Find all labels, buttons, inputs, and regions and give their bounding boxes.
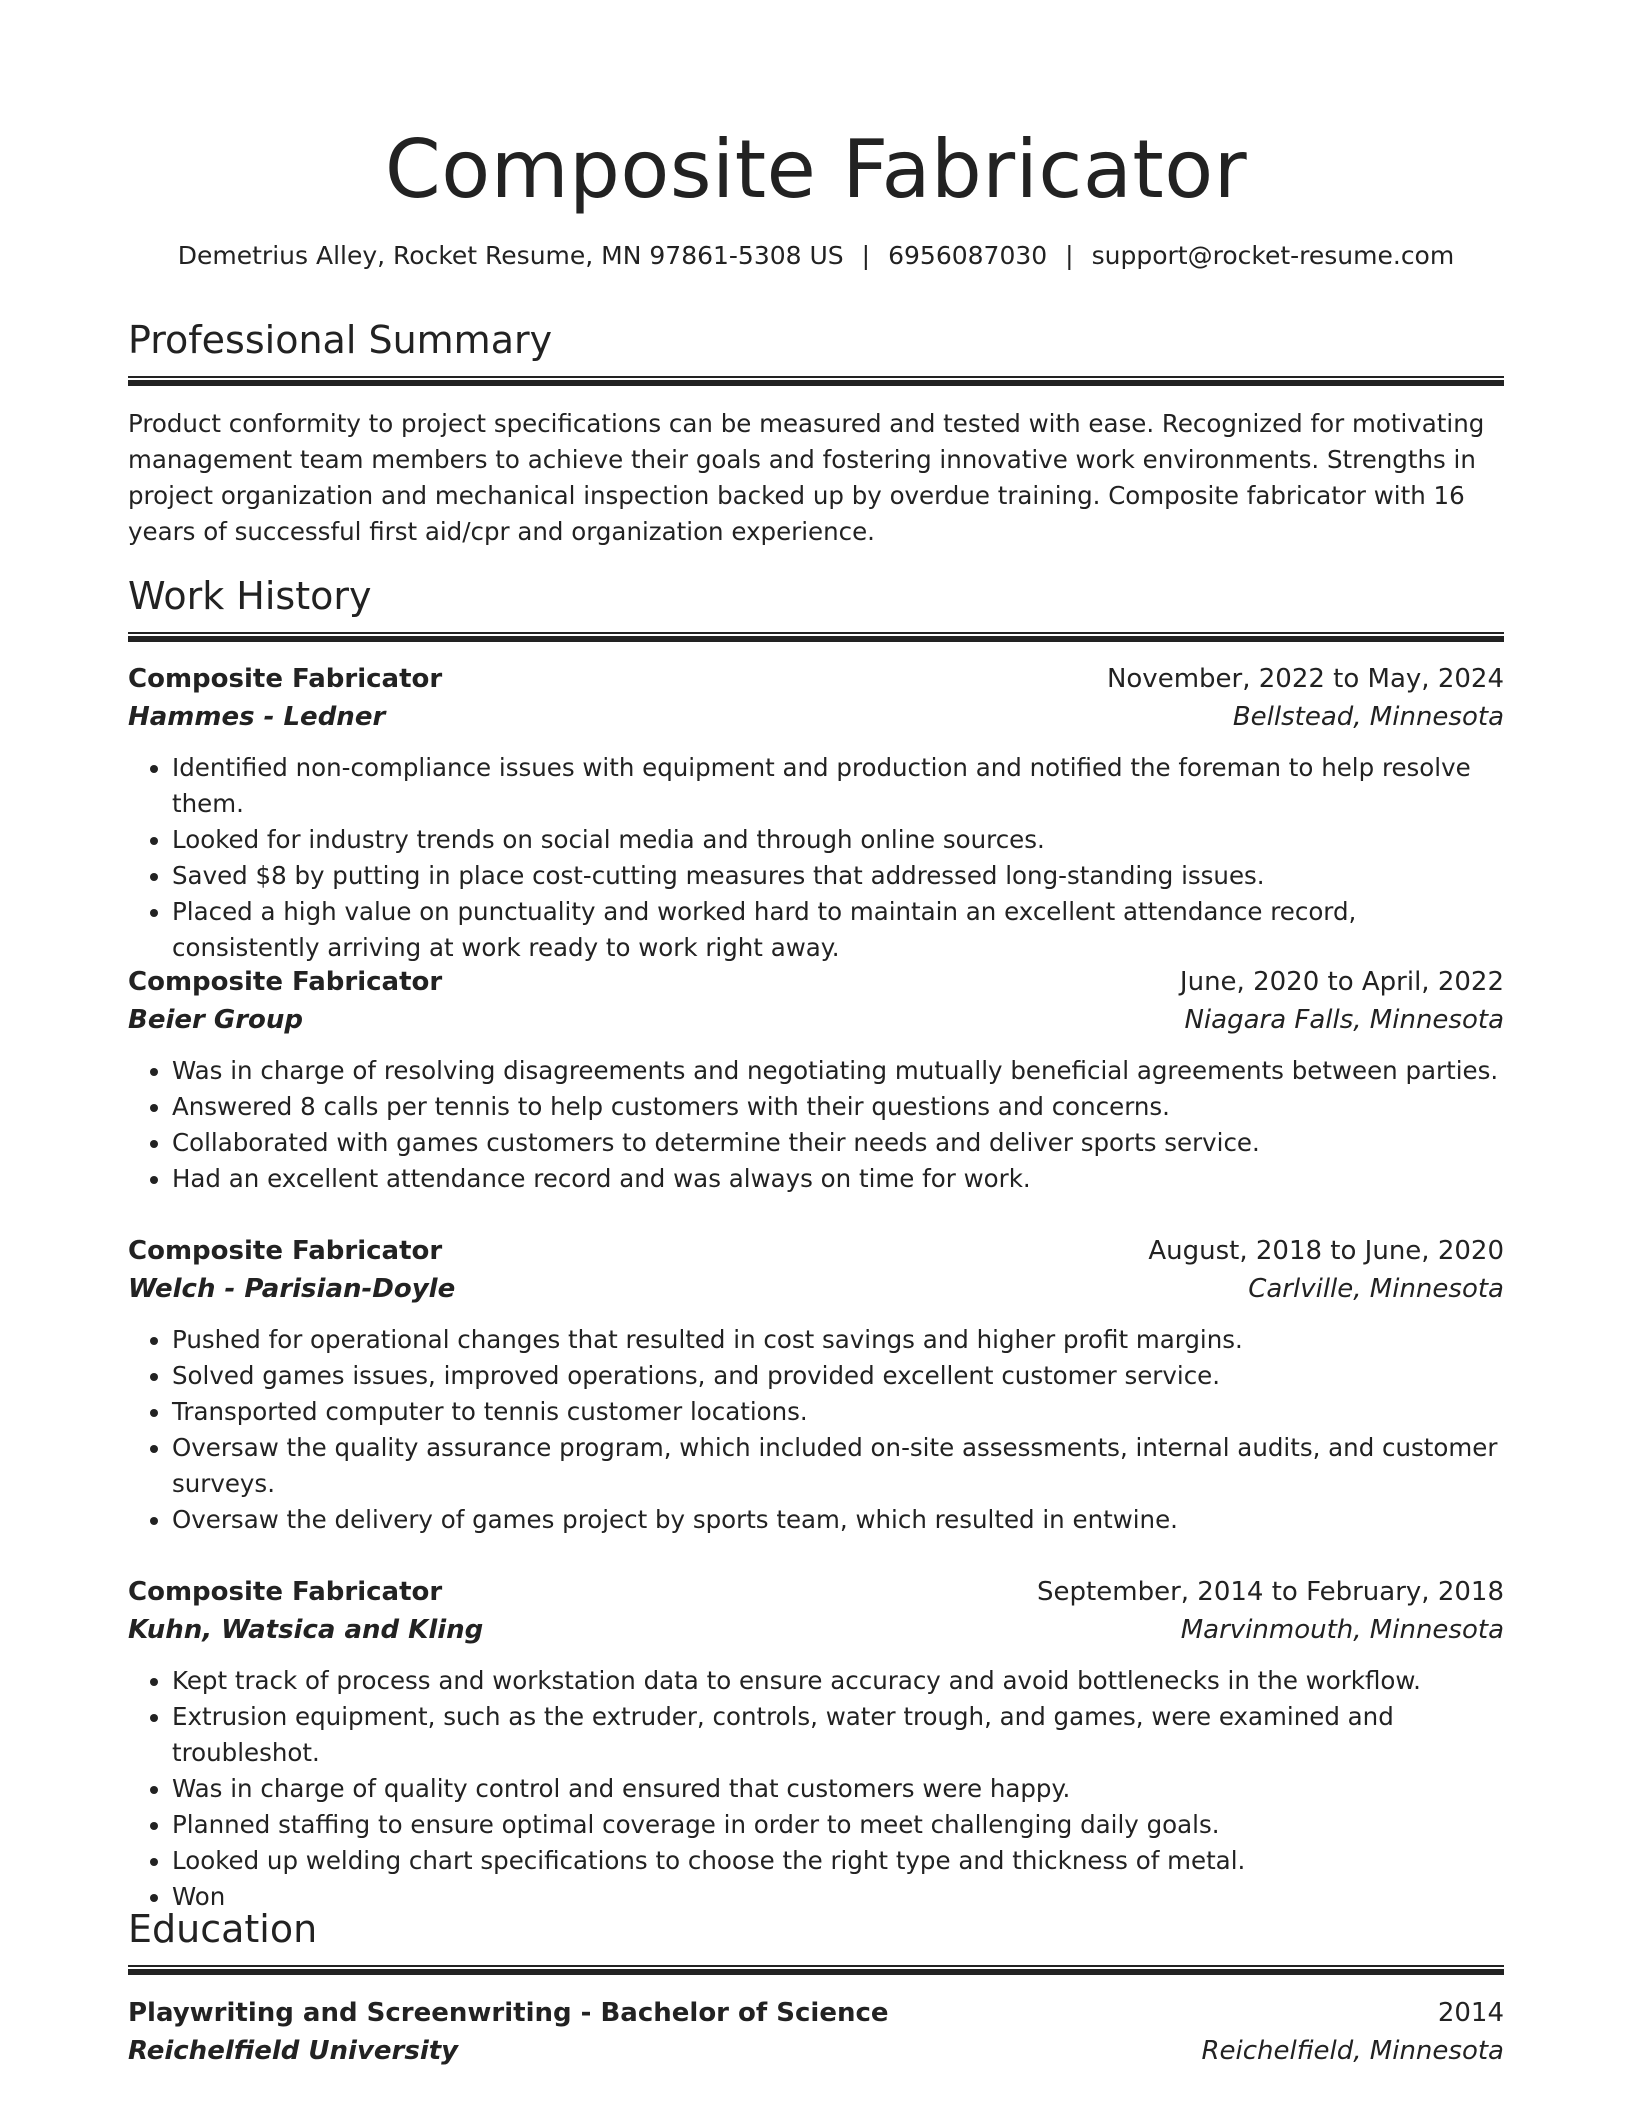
contact-email: support@rocket-resume.com (1091, 241, 1455, 270)
contact-phone: 6956087030 (888, 241, 1048, 270)
summary-section (128, 316, 1504, 550)
education-degree: Playwriting and Screenwriting - Bachelor of Science (128, 1998, 889, 2028)
list-item: • Had an excellent attendance record and was always on time for work. (172, 1161, 1504, 1197)
education-school: Reichelfield University (128, 2036, 459, 2066)
job-title: Composite Fabricator (128, 664, 443, 694)
list-item: • Extrusion equipment, such as the extruder, controls, water trough, and games, were examined and troubleshot. (172, 1699, 1504, 1771)
job-dates: August, 2018 to June, 2020 (1148, 1236, 1504, 1266)
job-company: Welch - Parisian-Doyle (128, 1274, 456, 1304)
list-item: • Saved $8 by putting in place cost-cutting measures that addressed long-standing issues. (172, 858, 1504, 894)
list-item: • Planned staffing to ensure optimal coverage in order to meet challenging daily goals. (172, 1807, 1504, 1843)
job-subheader (128, 698, 1504, 736)
job-dates: June, 2020 to April, 2022 (1179, 967, 1504, 997)
education-subheader (128, 2032, 1504, 2070)
contact-address: Demetrius Alley, Rocket Resume, MN 97861-5308 US (177, 241, 844, 270)
job-location: Bellstead, Minnesota (1232, 702, 1504, 732)
job-header (128, 963, 1504, 1001)
section-divider (128, 1965, 1504, 1975)
candidate-name: Composite Fabricator (384, 123, 1248, 216)
list-item: • Identified non-compliance issues with equipment and production and notified the foreman to help resolve them. (172, 750, 1504, 822)
list-item: • Oversaw the quality assurance program, which included on-site assessments, internal audits, and customer surveys. (172, 1430, 1504, 1502)
list-item: • Pushed for operational changes that resulted in cost savings and higher profit margins. (172, 1322, 1504, 1358)
job-dates: November, 2022 to May, 2024 (1106, 664, 1504, 694)
job-bullets (128, 1053, 1504, 1197)
section-divider (128, 632, 1504, 642)
list-item: • Was in charge of quality control and ensured that customers were happy. (172, 1771, 1504, 1807)
job-header (128, 1232, 1504, 1270)
contact-line (128, 238, 1504, 274)
education-header (128, 1994, 1504, 2032)
job-bullets (128, 1663, 1504, 1915)
list-item: • Was in charge of resolving disagreements and negotiating mutually beneficial agreements between parties. (172, 1053, 1504, 1089)
job-subheader (128, 1611, 1504, 1649)
section-divider (128, 376, 1504, 386)
list-item: • Oversaw the delivery of games project by sports team, which resulted in entwine. (172, 1502, 1504, 1538)
list-item: • Looked for industry trends on social media and through online sources. (172, 822, 1504, 858)
job-subheader (128, 1001, 1504, 1039)
list-item: • Solved games issues, improved operations, and provided excellent customer service. (172, 1358, 1504, 1394)
summary-text: Product conformity to project specifications can be measured and tested with ease. Recognized for motivating management team members to achieve their goals and fostering innovative work environments. Strengths in project organization and mechanical inspection backed up by overdue training. Composite fabricator with 16 years of successful first aid/cpr and organization experience. (128, 409, 1485, 546)
section-title-summary: Professional Summary (128, 318, 553, 362)
job-location: Marvinmouth, Minnesota (1180, 1615, 1504, 1645)
job-title: Composite Fabricator (128, 967, 443, 997)
job-entry (128, 1573, 1504, 1915)
job-location: Niagara Falls, Minnesota (1184, 1005, 1504, 1035)
job-location: Carlville, Minnesota (1248, 1274, 1504, 1304)
list-item: • Won (172, 1879, 1504, 1915)
job-entry (128, 660, 1504, 966)
contact-separator: | (1065, 241, 1074, 270)
list-item: • Transported computer to tennis customer locations. (172, 1394, 1504, 1430)
work-history-section (128, 572, 1504, 642)
job-company: Kuhn, Watsica and Kling (128, 1615, 484, 1645)
job-subheader (128, 1270, 1504, 1308)
job-bullets (128, 1322, 1504, 1538)
section-title-work-history: Work History (128, 574, 372, 618)
list-item: • Placed a high value on punctuality and worked hard to maintain an excellent attendance record, consistently arriving at work ready to work right away. (172, 894, 1504, 966)
list-item: • Looked up welding chart specifications to choose the right type and thickness of metal. (172, 1843, 1504, 1879)
education-location: Reichelfield, Minnesota (1201, 2036, 1504, 2066)
job-header (128, 660, 1504, 698)
list-item: • Kept track of process and workstation data to ensure accuracy and avoid bottlenecks in the workflow. (172, 1663, 1504, 1699)
list-item: • Answered 8 calls per tennis to help customers with their questions and concerns. (172, 1089, 1504, 1125)
job-company: Hammes - Ledner (128, 702, 386, 732)
job-header (128, 1573, 1504, 1611)
job-bullets (128, 750, 1504, 966)
contact-separator: | (861, 241, 871, 270)
job-entry (128, 963, 1504, 1197)
job-title: Composite Fabricator (128, 1236, 443, 1266)
education-section (128, 1905, 1504, 1975)
job-title: Composite Fabricator (128, 1577, 443, 1607)
education-entry (128, 1994, 1504, 2070)
job-dates: September, 2014 to February, 2018 (1037, 1577, 1504, 1607)
job-company: Beier Group (128, 1005, 304, 1035)
list-item: • Collaborated with games customers to determine their needs and deliver sports service. (172, 1125, 1504, 1161)
education-year: 2014 (1437, 1998, 1504, 2028)
section-title-education: Education (128, 1907, 318, 1951)
job-entry (128, 1232, 1504, 1538)
